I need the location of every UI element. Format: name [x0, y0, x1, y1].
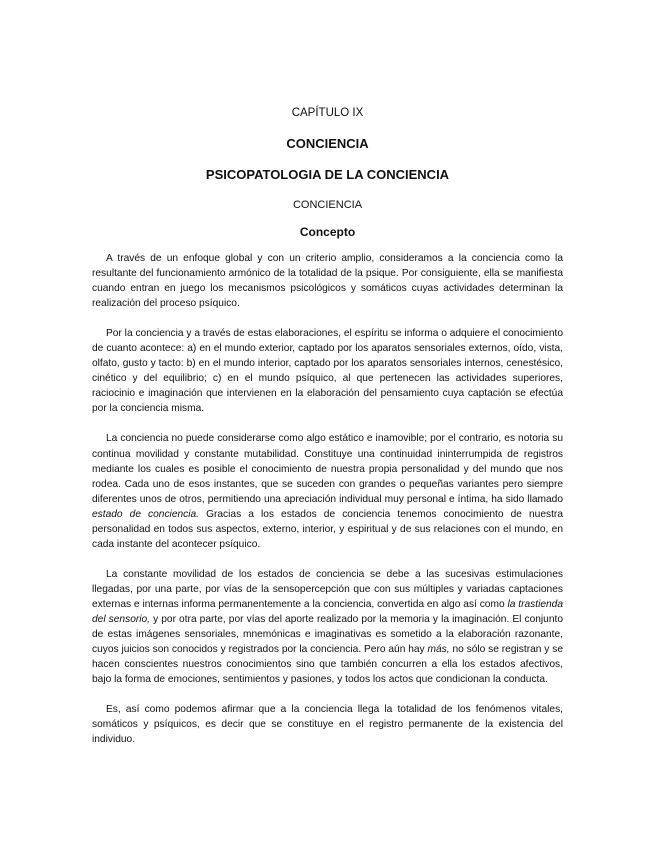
- paragraph-3-text-b: Gracias a los estados de conciencia tenemos conocimiento de nuestra personalidad en todos sus aspectos, externo, interior, y espiritual y de sus relaciones con el mundo, en cada instante del acontecer psíquico.: [92, 508, 563, 550]
- paragraph-1: A través de un enfoque global y con un criterio amplio, consideramos a la conciencia como la resultante del funcionamiento armónico de la totalidad de la psique. Por consiguiente, ella se manifiesta cuando entran en juego los mecanismos psicológicos y somáticos cuyas actividades determinan la realización del proceso psíquico.: [92, 253, 563, 310]
- subsection-heading: Concepto: [299, 225, 356, 239]
- paragraph-3-text-a: La conciencia no puede considerarse como algo estático e inamovible; por el contrario, es notoria su continua movilidad y constante mutabilidad. Constituye una continuidad ininterrumpida de registros mediante los cuales es posible el conocimiento de nuestra propia personalidad y del mundo que nos rodea. Cada uno de esos instantes, que se suceden con grandes o pequeñas variantes pero siempre diferentes unos de otros, permitiendo una apreciación individual muy personal e íntima, ha sido llamado: [92, 433, 563, 505]
- paragraph-4: [92, 567, 563, 687]
- paragraph-5: Es, así como podemos afirmar que a la conciencia llega la totalidad de los fenómenos vitales, somáticos y psíquicos, es decir que se constituye en el registro permanente de la existencia del individuo.: [92, 704, 563, 746]
- section-heading: CONCIENCIA: [292, 199, 363, 211]
- chapter-title: CONCIENCIA: [286, 136, 369, 151]
- paragraph-4-text-a: La constante movilidad de los estados de conciencia se debe a las sucesivas estimulaciones llegadas, por una parte, por vías de la sensopercepción que con sus múltiples y variadas captaciones externas e internas informa permanentemente a la conciencia, convertida en algo así como: [92, 568, 563, 610]
- paragraph-4-text-c: no sólo se registran y se hacen conscientes nuestros conocimientos sino que también concurren a ella los estados afectivos, bajo la forma de emociones, sentimientos y pasiones, y todos los actos que condicionan la conducta.: [92, 644, 563, 686]
- paragraph-3: [92, 431, 563, 551]
- body-text: [92, 251, 563, 762]
- paragraph-4-emphasis-a: la trastienda del sensorio,: [92, 598, 563, 625]
- paragraph-4-text-b: y por otra parte, por vías del aporte realizado por la memoria y la imaginación. El conjunto de estas imágenes sensoriales, mnemónicas e imaginativas es sometido a la elaboración razonante, cuyos juicios son conocidos y registrados por la conciencia. Pero aún hay: [92, 613, 564, 656]
- paragraph-2: Por la conciencia y a través de estas elaboraciones, el espíritu se informa o adquiere el conocimiento de cuanto acontece: a) en el mundo exterior, captado por los aparatos sensoriales externos, oído, vista, olfato, gusto y tacto: b) en el mundo interior, captado por los aparatos sensoriales internos, cenestésico, cinético y del equilibrio; c) en el mundo psíquico, al que pertenecen las actividades superiores, raciocinio e imaginación que intervienen en la elaboración del pensamiento cuya captación se efectúa por la conciencia misma.: [92, 328, 563, 415]
- paragraph-3-emphasis: estado de conciencia.: [92, 508, 200, 520]
- heading-block: [0, 104, 655, 241]
- chapter-subtitle: PSICOPATOLOGIA DE LA CONCIENCIA: [205, 167, 450, 182]
- chapter-label: CAPÍTULO IX: [291, 107, 364, 119]
- paragraph-4-emphasis-b: más,: [427, 644, 450, 656]
